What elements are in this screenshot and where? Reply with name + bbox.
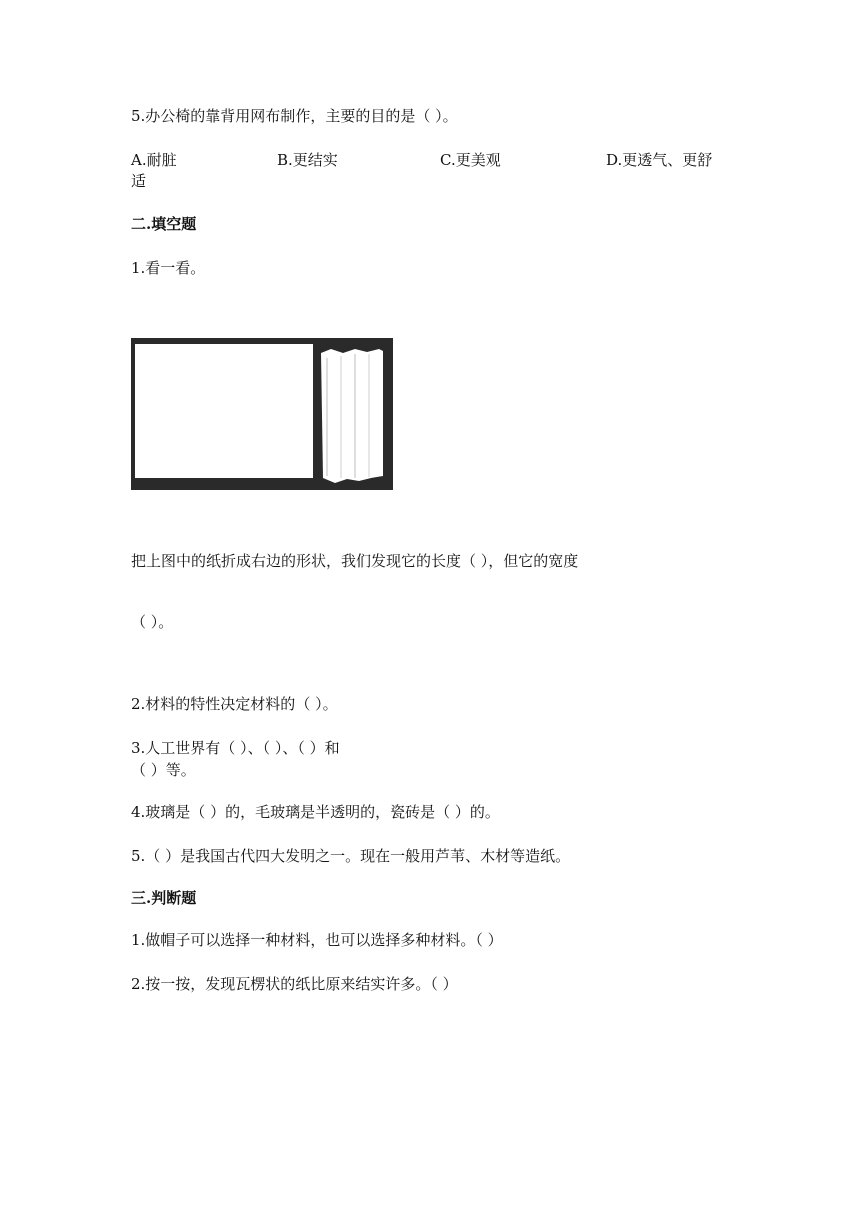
judge-q2: 2.按一按，发现瓦楞状的纸比原来结实许多。（ ） bbox=[131, 975, 458, 993]
fill-q5: 5.（ ）是我国古代四大发明之一。现在一般用芦苇、木材等造纸。 bbox=[131, 847, 571, 865]
fill-q1-text-b: （ ）。 bbox=[131, 613, 174, 631]
folded-paper-figure bbox=[131, 338, 393, 490]
section-2-title: 二.填空题 bbox=[131, 215, 197, 233]
option-b: B.更结实 bbox=[277, 151, 338, 169]
option-d: D.更透气、更舒 bbox=[606, 151, 713, 169]
option-a: A.耐脏 bbox=[131, 151, 177, 169]
judge-q1: 1.做帽子可以选择一种材料，也可以选择多种材料。（ ） bbox=[131, 931, 503, 949]
fill-q4: 4.玻璃是（ ）的，毛玻璃是半透明的，瓷砖是（ ）的。 bbox=[131, 803, 500, 821]
question-5-text: 5.办公椅的靠背用网布制作，主要的目的是（ ）。 bbox=[131, 107, 458, 125]
fill-q3-a: 3.人工世界有（ ）、（ ）、（ ）和 bbox=[131, 739, 340, 757]
fill-q3-b: （ ）等。 bbox=[131, 761, 196, 779]
fill-q1-text-a: 把上图中的纸折成右边的形状，我们发现它的长度（ ），但它的宽度 bbox=[131, 552, 579, 570]
section-3-title: 三.判断题 bbox=[131, 889, 197, 907]
fill-q1-prompt: 1.看一看。 bbox=[131, 259, 206, 277]
fill-q2: 2.材料的特性决定材料的（ ）。 bbox=[131, 695, 338, 713]
option-d-wrap: 适 bbox=[131, 172, 147, 190]
option-c: C.更美观 bbox=[440, 151, 501, 169]
